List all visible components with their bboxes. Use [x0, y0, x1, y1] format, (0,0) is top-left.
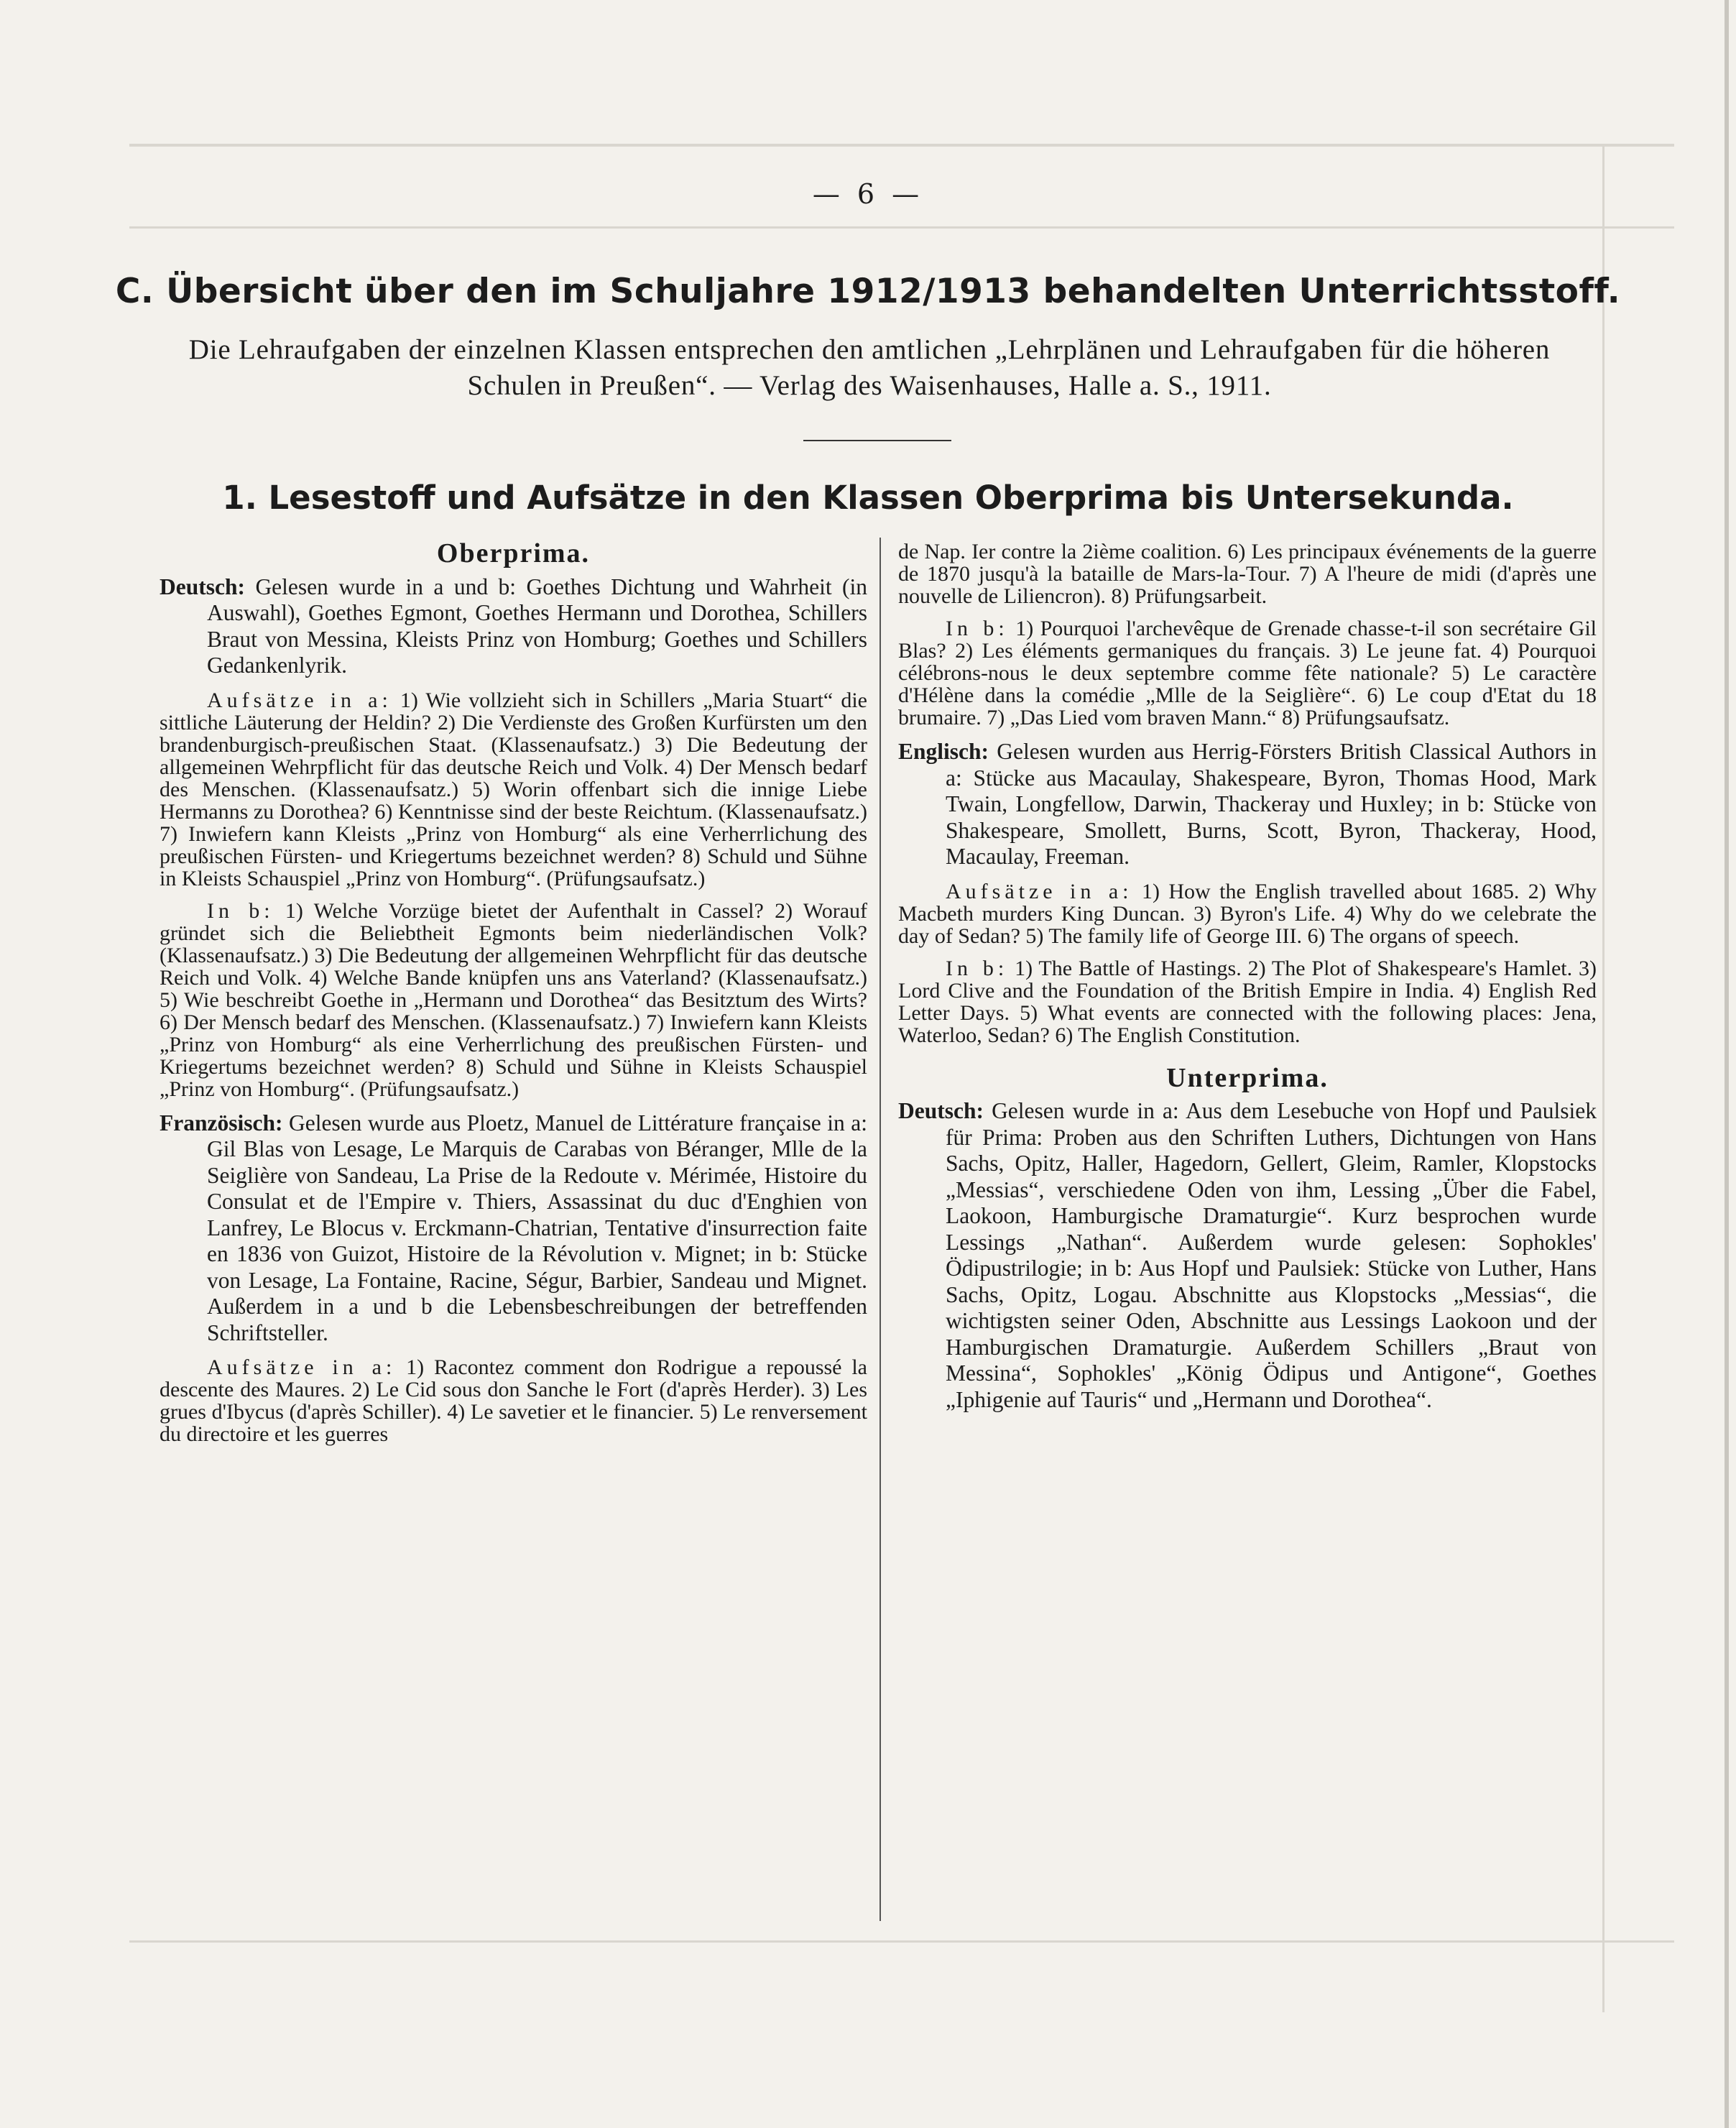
- intro-paragraph: Die Lehraufgaben der einzelnen Klassen entsprechen den amtlichen „Lehrplänen und Lehraufgaben für die höheren Schulen in Preußen“. — Verlag des Waisenhauses, Halle a. S., 1911.: [188, 334, 1551, 401]
- page-number: — 6 —: [812, 178, 924, 210]
- rule: [803, 440, 951, 441]
- page-edge: [1725, 0, 1729, 2128]
- section-title: 1. Lesestoff und Aufsätze in den Klassen Oberprima bis Untersekunda.: [222, 479, 1514, 517]
- aufsaetze-a-text: 1) Wie vollzieht sich in Schillers „Maria Stuart“ die sittliche Läuterung der Heldin? 2) Die Verdienste des Großen Kurfürsten um den brandenburgisch-preußischen Staat. (Klassenaufsatz.) 3) Die Bedeutung der allgemeinen Wehrpflicht für das deutsche Reich und Volk. 4) Der Mensch bedarf des Menschen. (Klassenaufsatz.) 5) Worin offenbart sich die innige Liebe Hermanns zu Dorothea? 6) Kenntnisse sind der beste Reichtum. (Klassenaufsatz.) 7) Inwiefern kann Kleists „Prinz von Homburg“ als eine Verherrlichung des preußischen Fürsten- und Kriegertums bezeichnet werden? 8) Schuld und Sühne in Kleists Schauspiel „Prinz von Homburg“. (Prüfungsaufsatz.): [160, 688, 867, 890]
- englisch-aufsaetze-paragraph: [898, 880, 1597, 947]
- franz-continuation: de Nap. Ier contre la 2ième coalition. 6) Les principaux événements de la guerre de 1870 jusqu'à la bataille de Mars-la-Tour. 7) A l'heure de midi (d'après une nouvelle de Liliencron). 8) Prüfungsarbeit.: [898, 540, 1597, 608]
- page-heading: C. Übersicht über den im Schuljahre 1912/1913 behandelten Unterrichtsstoff.: [115, 272, 1621, 311]
- right-column: [898, 540, 1597, 1423]
- englisch-label: Englisch:: [898, 739, 989, 764]
- unterprima-title: Unterprima.: [1166, 1062, 1329, 1093]
- franz-label: Französisch:: [160, 1110, 283, 1136]
- franz-aufsaetze-label: Aufsätze in a:: [207, 1355, 397, 1379]
- deutsch-text: Gelesen wurde in a und b: Goethes Dichtung und Wahrheit (in Auswahl), Goethes Egmont, Goethes Hermann und Dorothea, Schillers Braut von Messina, Kleists Prinz von Homburg; Goethes und Schillers Gedankenlyrik.: [207, 574, 867, 678]
- englisch-paragraph: [898, 739, 1597, 870]
- deutsch-paragraph: [160, 574, 867, 679]
- oberprima-title: Oberprima.: [436, 538, 591, 568]
- unterprima-deutsch-text: Gelesen wurde in a: Aus dem Lesebuche von Hopf und Paulsiek für Prima: Proben aus den Schriften Luthers, Dichtungen von Hans Sachs, Opitz, Haller, Hagedorn, Gellert, Gleim, Ramler, Klopstocks „Messias“, verschiedene Oden von ihm, Lessing „Über die Fabel, Laokoon, Hamburgische Dramaturgie“. Kurz besprochen wurde Lessings „Nathan“. Außerdem wurde gelesen: Sophokles' Ödipustrilogie; in b: Aus Hopf und Paulsiek: Stücke von Luther, Hans Sachs, Opitz, Logau. Abschnitte aus Klopstocks „Messias“, die wichtigsten seiner Oden, Abschnitte aus Lessings Laokoon und der Hamburgischen Dramaturgie. Außerdem Schillers „Braut von Messina“, Sophokles' „König Ödipus und Antigone“, Goethes „Iphigenie auf Tauris“ und „Hermann und Dorothea“.: [946, 1098, 1597, 1412]
- in-b-label: In b:: [207, 898, 274, 923]
- aufsaetze-a-label: Aufsätze in a:: [207, 688, 392, 712]
- franz-text: Gelesen wurde aus Ploetz, Manuel de Littérature française in a: Gil Blas von Lesage, Le Marquis de Carabas von Béranger, Mlle de la Seiglière von Sandeau, La Prise de la Redoute v. Mérimée, Histoire du Consulat et de l'Empire v. Thiers, Assassinat du duc d'Enghien von Lanfrey, Le Blocus v. Erckmann-Chatrian, Tentative d'insurrection faite en 1836 von Guizot, Histoire de la Révolution v. Mignet; in b: Stücke von Lesage, La Fontaine, Racine, Ségur, Barbier, Sandeau und Mignet. Außerdem in a und b die Lebensbeschreibungen der betreffenden Schriftsteller.: [207, 1110, 868, 1345]
- left-column: [160, 540, 867, 1455]
- englisch-aufsaetze-text: 1) How the English travelled about 1685. 2) Why Macbeth murders King Duncan. 3) Byron's Life. 4) Why do we celebrate the day of Sedan? 5) The family life of George III. 6) The organs of speech.: [898, 879, 1597, 948]
- englisch-in-b-paragraph: [898, 957, 1597, 1046]
- unterprima-deutsch-paragraph: [898, 1098, 1597, 1413]
- in-b-text: 1) Welche Vorzüge bietet der Aufenthalt in Cassel? 2) Worauf gründet sich die Beliebtheit Egmonts beim niederländischen Volk? (Klassenaufsatz.) 3) Die Bedeutung der allgemeinen Wehrpflicht für das deutsche Reich und Volk. 4) Welche Bande knüpfen uns ans Vaterland? (Klassenaufsatz.) 5) Wie beschreibt Goethe in „Hermann und Dorothea“ das Besitztum des Wirts? 6) Der Mensch bedarf des Menschen. (Klassenaufsatz.) 7) Inwiefern kann Kleists „Prinz von Homburg“ als eine Verherrlichung des preußischen Fürsten- und Kriegertums bezeichnet werden? 8) Schuld und Sühne in Kleists Schauspiel „Prinz von Homburg“. (Prüfungsaufsatz.): [160, 898, 868, 1101]
- franz-in-b-text: 1) Pourquoi l'archevêque de Grenade chasse-t-il son secrétaire Gil Blas? 2) Les éléments germaniques du français. 3) Le jeune fat. 4) Pourquoi célébrons-nous le deux septembre comme fête nationale? 5) Le caractère d'Hélène dans la comédie „Mlle de la Seiglière“. 6) Le coup d'Etat du 18 brumaire. 7) „Das Lied vom braven Mann.“ 8) Prüfungsaufsatz.: [898, 617, 1597, 729]
- franz-paragraph: [160, 1110, 867, 1347]
- aufsaetze-a-paragraph: [160, 689, 867, 890]
- englisch-text: Gelesen wurden aus Herrig-Försters British Classical Authors in a: Stücke aus Macaulay, Shakespeare, Byron, Thomas Hood, Mark Twain, Longfellow, Darwin, Thackeray und Huxley; in b: Stücke von Shakespeare, Smollett, Burns, Scott, Byron, Thackeray, Hood, Macaulay, Freeman.: [946, 739, 1597, 869]
- franz-aufsaetze-paragraph: [160, 1356, 867, 1445]
- in-b-paragraph: [160, 900, 867, 1100]
- deutsch-label: Deutsch:: [160, 574, 245, 599]
- franz-aufsaetze-text: 1) Racontez comment don Rodrigue a repoussé la descente des Maures. 2) Le Cid sous don Sanche le Fort (d'après Herder). 3) Les grues d'Ibycus (d'après Schiller). 4) Le savetier et le financier. 5) Le renversement du directoire et les guerres: [160, 1355, 867, 1446]
- englisch-in-b-text: 1) The Battle of Hastings. 2) The Plot of Shakespeare's Hamlet. 3) Lord Clive and the Foundation of the British Empire in India. 4) English Red Letter Days. 5) What events are connected with the following places: Jena, Waterloo, Sedan? 6) The English Constitution.: [898, 956, 1597, 1047]
- unterprima-deutsch-label: Deutsch:: [898, 1098, 984, 1123]
- franz-in-b-paragraph: [898, 617, 1597, 729]
- englisch-aufsaetze-label: Aufsätze in a:: [946, 879, 1133, 903]
- franz-in-b-label: In b:: [946, 617, 1009, 640]
- englisch-in-b-label: In b:: [946, 956, 1009, 980]
- column-divider: [879, 538, 881, 1921]
